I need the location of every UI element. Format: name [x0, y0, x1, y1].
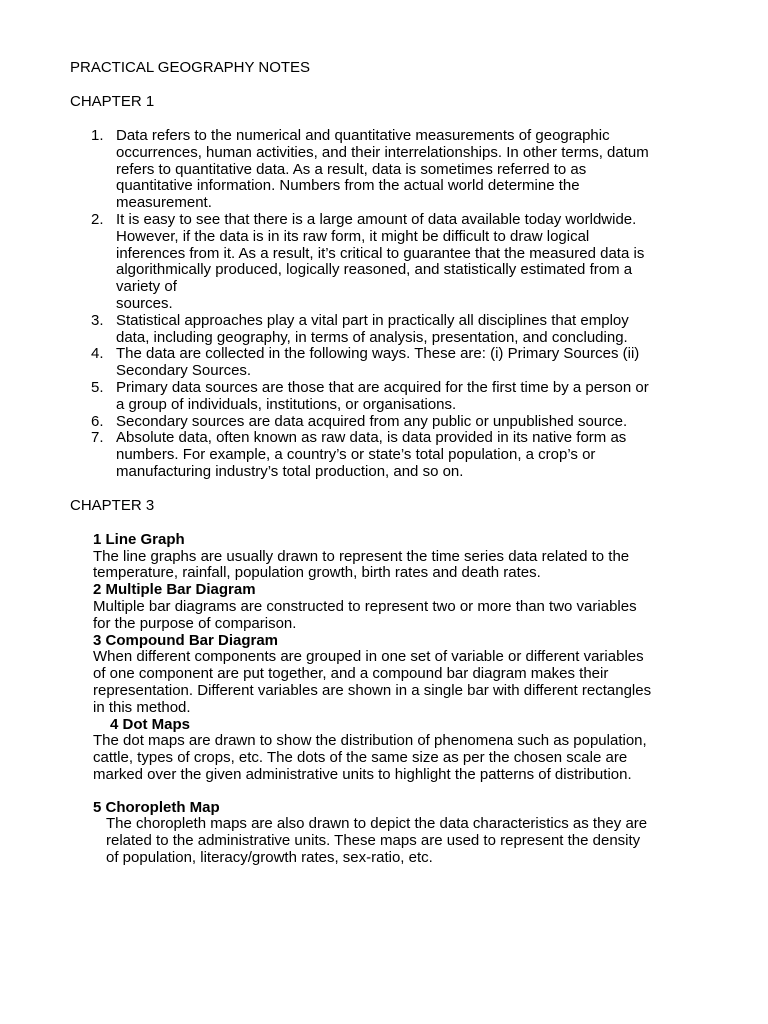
- chapter-1-list: [70, 128, 690, 481]
- item-text-line: Absolute data, often known as raw data, is data provided in its native form as: [116, 429, 627, 447]
- section-heading: 2 Multiple Bar Diagram: [93, 581, 256, 599]
- item-text-line: algorithmically produced, logically reasoned, and statistically estimated from a: [116, 261, 633, 279]
- section-text-line: temperature, rainfall, population growth, birth rates and death rates.: [93, 564, 541, 582]
- item-text-line: measurement.: [116, 194, 212, 212]
- section-text-line: The choropleth maps are also drawn to depict the data characteristics as they are: [106, 815, 648, 833]
- section-heading: 5 Choropleth Map: [93, 798, 220, 816]
- item-text-line: Primary data sources are those that are acquired for the first time by a person or: [116, 378, 649, 396]
- item-text-line: quantitative information. Numbers from the actual world determine the: [116, 177, 580, 195]
- item-text-line: a group of individuals, institutions, or organisations.: [116, 395, 457, 413]
- section-heading: 4 Dot Maps: [110, 715, 191, 733]
- item-text-line: Secondary sources are data acquired from any public or unpublished source.: [116, 412, 628, 430]
- section-text-line: Multiple bar diagrams are constructed to represent two or more than two variables: [93, 597, 637, 615]
- section-text-line: The dot maps are drawn to show the distribution of phenomena such as population,: [93, 732, 647, 750]
- item-text-line: refers to quantitative data. As a result, data is sometimes referred to as: [116, 160, 587, 178]
- section-text-line: When different components are grouped in one set of variable or different variables: [93, 648, 644, 666]
- item-number: 4.: [91, 345, 104, 363]
- item-text-line: numbers. For example, a country’s or state’s total population, a crop’s or: [116, 446, 596, 464]
- item-text-line: Secondary Sources.: [116, 362, 252, 380]
- item-text-line: It is easy to see that there is a large amount of data available today worldwide.: [116, 210, 637, 228]
- section-line-graph: [93, 532, 690, 582]
- list-item: [70, 128, 690, 212]
- item-number: 3.: [91, 311, 104, 329]
- section-compound-bar-diagram: [93, 633, 690, 717]
- list-item: [70, 346, 690, 380]
- section-heading: 1 Line Graph: [93, 530, 185, 548]
- chapter-3-heading: CHAPTER 3: [70, 496, 155, 514]
- item-text-line: sources.: [116, 294, 173, 312]
- chapter-1-heading: CHAPTER 1: [70, 93, 155, 110]
- section-text-line: of population, literacy/growth rates, sex-ratio, etc.: [106, 849, 433, 867]
- item-text-line: manufacturing industry’s total production, and so on.: [116, 462, 464, 480]
- list-item: [70, 313, 690, 347]
- list-item: [70, 380, 690, 414]
- item-text-line: variety of: [116, 278, 177, 296]
- section-multiple-bar-diagram: [93, 582, 690, 632]
- item-text-line: Data refers to the numerical and quantitative measurements of geographic: [116, 127, 610, 144]
- item-text-line: occurrences, human activities, and their interrelationships. In other terms, datum: [116, 143, 649, 161]
- list-item: [70, 414, 690, 431]
- section-text-line: The line graphs are usually drawn to represent the time series data related to the: [93, 547, 630, 565]
- item-text-line: However, if the data is in its raw form, it might be difficult to draw logical: [116, 227, 590, 245]
- item-number: 5.: [91, 378, 104, 396]
- section-dot-maps: [93, 717, 690, 784]
- section-text-line: related to the administrative units. These maps are used to represent the density: [106, 832, 641, 850]
- document-title: PRACTICAL GEOGRAPHY NOTES: [70, 59, 311, 76]
- item-text-line: The data are collected in the following ways. These are: (i) Primary Sources (ii): [116, 345, 640, 363]
- item-text-line: data, including geography, in terms of analysis, presentation, and concluding.: [116, 328, 628, 346]
- item-number: 2.: [91, 210, 104, 228]
- section-heading: 3 Compound Bar Diagram: [93, 631, 279, 649]
- item-text-line: Statistical approaches play a vital part in practically all disciplines that employ: [116, 311, 629, 329]
- section-text-line: cattle, types of crops, etc. The dots of the same size as per the chosen scale are: [93, 749, 628, 767]
- section-text-line: marked over the given administrative units to highlight the patterns of distribution.: [93, 765, 632, 783]
- section-choropleth-map: [93, 800, 690, 867]
- list-item: [70, 430, 690, 480]
- list-item: [70, 212, 690, 313]
- section-text-line: in this method.: [93, 698, 191, 716]
- item-text-line: inferences from it. As a result, it’s critical to guarantee that the measured data is: [116, 244, 645, 262]
- section-text-line: of one component are put together, and a compound bar diagram makes their: [93, 665, 609, 683]
- document-page: [70, 59, 690, 867]
- item-number: 1.: [91, 127, 104, 144]
- item-number: 6.: [91, 412, 104, 430]
- section-text-line: representation. Different variables are shown in a single bar with different rectangles: [93, 681, 652, 699]
- chapter-3-sections: [70, 532, 690, 867]
- item-number: 7.: [91, 429, 104, 447]
- section-text-line: for the purpose of comparison.: [93, 614, 297, 632]
